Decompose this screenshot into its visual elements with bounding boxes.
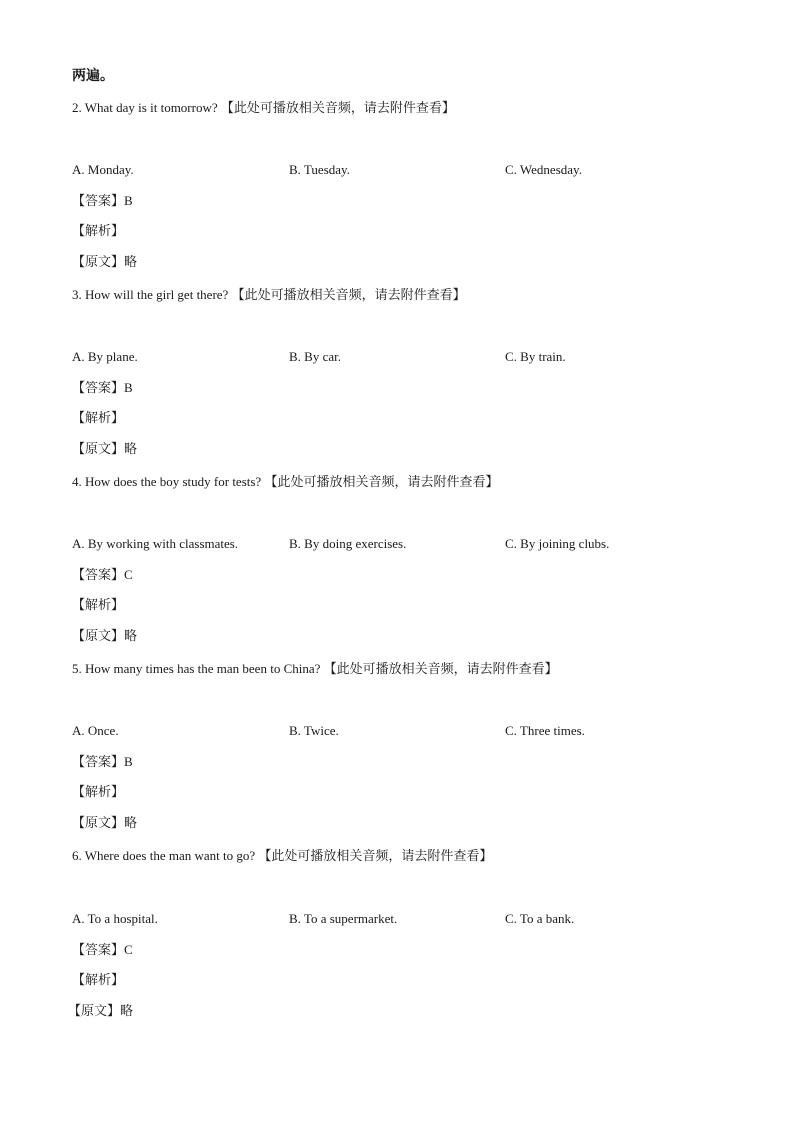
question-stem: 3. How will the girl get there? [72, 287, 229, 302]
answer-value: C [124, 567, 133, 582]
analysis-row [72, 597, 124, 615]
original-value: 略 [124, 255, 138, 270]
answer-label: 【答案】 [72, 568, 125, 583]
analysis-row [72, 223, 124, 241]
original-value: 略 [120, 1004, 134, 1019]
answer-row [72, 753, 133, 772]
question-stem: 6. Where does the man want to go? [72, 848, 256, 863]
original-label: 【原文】 [72, 442, 125, 457]
original-row [72, 815, 137, 833]
analysis-row [72, 784, 124, 802]
option-a: A. Once. [72, 723, 119, 738]
original-label: 【原文】 [72, 255, 125, 270]
analysis-label: 【解析】 [72, 973, 125, 988]
question-3 [72, 286, 466, 305]
answer-row [72, 566, 133, 585]
answer-value: B [124, 754, 133, 769]
answer-label: 【答案】 [72, 194, 125, 209]
original-label: 【原文】 [72, 816, 125, 831]
answer-value: B [124, 380, 133, 395]
option-b: B. To a supermarket. [289, 911, 398, 926]
original-value: 略 [124, 629, 138, 644]
intro-text: 两遍。 [72, 68, 114, 84]
option-a: A. To a hospital. [72, 911, 158, 926]
analysis-row [72, 972, 124, 990]
answer-value: B [124, 193, 133, 208]
original-row [68, 1003, 133, 1021]
question-4 [72, 473, 498, 492]
original-row [72, 628, 137, 646]
analysis-row [72, 410, 124, 428]
option-b: B. Twice. [289, 723, 339, 738]
answer-label: 【答案】 [72, 943, 125, 958]
option-c: C. To a bank. [505, 911, 575, 926]
question-2 [72, 99, 455, 118]
original-row [72, 254, 137, 272]
original-value: 略 [124, 816, 138, 831]
answer-value: C [124, 942, 133, 957]
answer-row [72, 192, 133, 211]
option-c: C. By joining clubs. [505, 536, 610, 551]
answer-row [72, 941, 133, 960]
option-c: C. By train. [505, 349, 566, 364]
question-6 [72, 847, 492, 866]
option-b: B. By car. [289, 349, 341, 364]
question-stem: 2. What day is it tomorrow? [72, 100, 218, 115]
audio-note[interactable]: 【此处可播放相关音频，请去附件查看】 [258, 849, 493, 864]
analysis-label: 【解析】 [72, 785, 125, 800]
option-a: A. Monday. [72, 162, 134, 177]
option-c: C. Wednesday. [505, 162, 582, 177]
original-value: 略 [124, 442, 138, 457]
analysis-label: 【解析】 [72, 411, 125, 426]
option-b: B. By doing exercises. [289, 536, 407, 551]
option-a: A. By plane. [72, 349, 138, 364]
question-5 [72, 660, 558, 679]
analysis-label: 【解析】 [72, 598, 125, 613]
audio-note[interactable]: 【此处可播放相关音频，请去附件查看】 [264, 475, 499, 490]
original-label: 【原文】 [68, 1004, 121, 1019]
option-b: B. Tuesday. [289, 162, 350, 177]
option-a: A. By working with classmates. [72, 536, 239, 551]
original-row [72, 441, 137, 459]
question-stem: 5. How many times has the man been to China? [72, 661, 321, 676]
answer-row [72, 379, 133, 398]
audio-note[interactable]: 【此处可播放相关音频，请去附件查看】 [231, 288, 466, 303]
option-c: C. Three times. [505, 723, 585, 738]
question-stem: 4. How does the boy study for tests? [72, 474, 262, 489]
audio-note[interactable]: 【此处可播放相关音频，请去附件查看】 [220, 101, 455, 116]
audio-note[interactable]: 【此处可播放相关音频，请去附件查看】 [323, 662, 558, 677]
original-label: 【原文】 [72, 629, 125, 644]
answer-label: 【答案】 [72, 755, 125, 770]
analysis-label: 【解析】 [72, 224, 125, 239]
answer-label: 【答案】 [72, 381, 125, 396]
